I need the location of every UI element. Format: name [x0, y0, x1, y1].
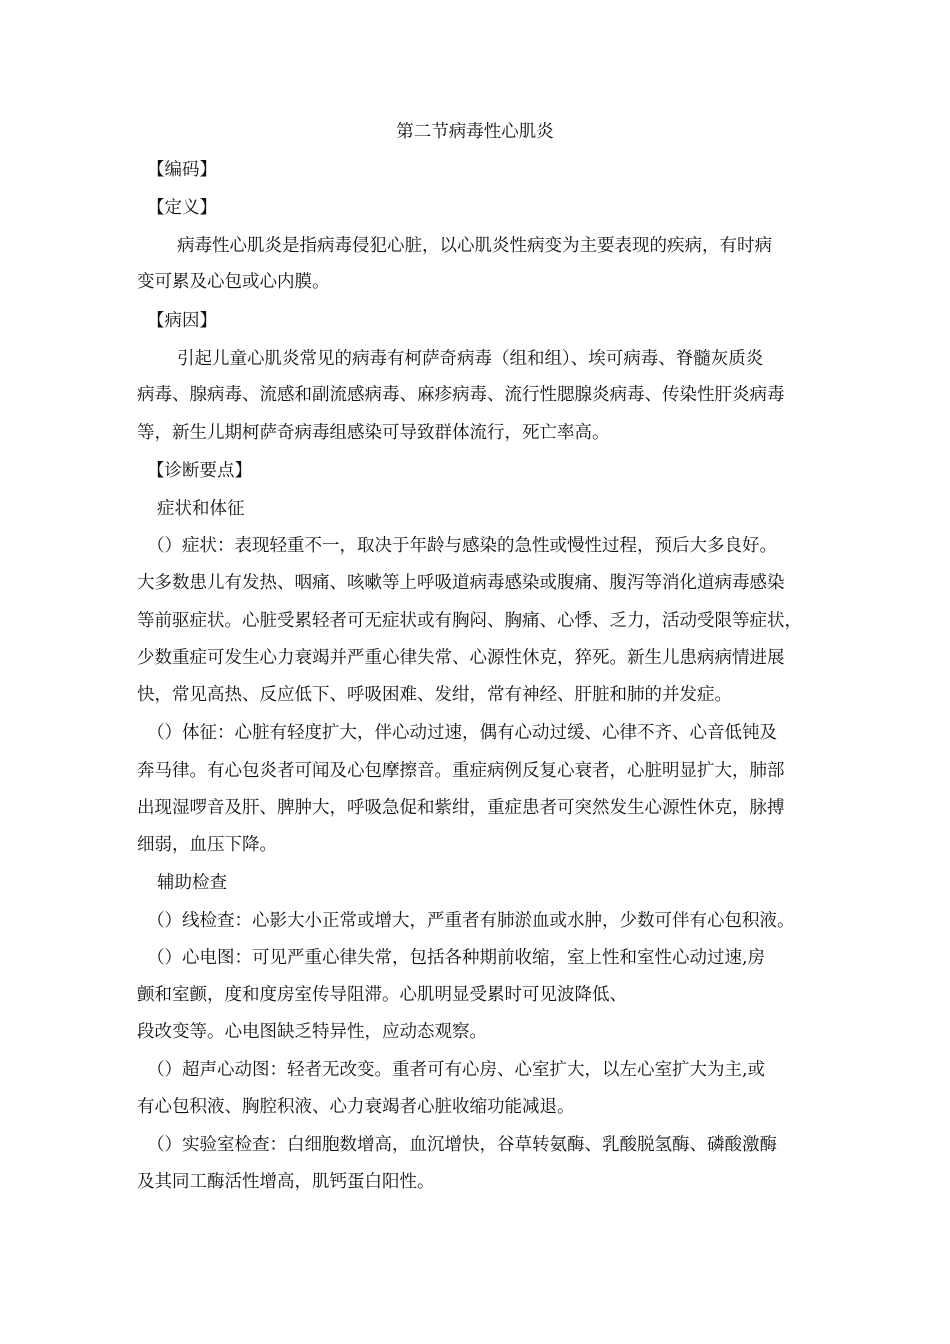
- heading-definition: 【定义】: [147, 198, 217, 218]
- paragraph-line: （）实验室检查：白细胞数增高，血沉增快，谷草转氨酶、乳酸脱氢酶、磷酸激酶: [147, 1135, 777, 1155]
- paragraph-line: （）症状：表现轻重不一，取决于年龄与感染的急性或慢性过程，预后大多良好。: [147, 536, 777, 556]
- paragraph-line: 变可累及心包或心内膜。: [137, 272, 330, 292]
- paragraph-line: 颤和室颤，度和度房室传导阻滞。心肌明显受累时可见波降低、: [137, 985, 627, 1005]
- paragraph-line: 等前驱症状。心脏受累轻者可无症状或有胸闷、胸痛、心悸、乏力，活动受限等症状，: [137, 611, 802, 631]
- paragraph-line: （）心电图：可见严重心律失常，包括各种期前收缩，室上性和室性心动过速,房: [147, 948, 766, 968]
- paragraph-line: 少数重症可发生心力衰竭并严重心律失常、心源性休克，猝死。新生儿患病病情进展: [137, 648, 785, 668]
- paragraph-line: 病毒性心肌炎是指病毒侵犯心脏，以心肌炎性病变为主要表现的疾病，有时病: [177, 236, 772, 256]
- heading-diagnosis: 【诊断要点】: [147, 461, 252, 481]
- paragraph-line: （）线检查：心影大小正常或增大，严重者有肺淤血或水肿，少数可伴有心包积液。: [147, 911, 795, 931]
- subheading-auxiliary-exam: 辅助检查: [157, 873, 227, 893]
- subheading-symptoms: 症状和体征: [157, 499, 245, 519]
- heading-cause: 【病因】: [147, 311, 217, 331]
- heading-code: 【编码】: [147, 160, 217, 180]
- paragraph-line: 细弱，血压下降。: [137, 835, 277, 855]
- paragraph-line: 快，常见高热、反应低下、呼吸困难、发绀，常有神经、肝脏和肺的并发症。: [137, 685, 732, 705]
- paragraph-line: 大多数患儿有发热、咽痛、咳嗽等上呼吸道病毒感染或腹痛、腹泻等消化道病毒感染: [137, 573, 785, 593]
- paragraph-line: （）体征：心脏有轻度扩大，伴心动过速，偶有心动过缓、心律不齐、心音低钝及: [147, 723, 777, 743]
- paragraph-line: 出现湿啰音及肝、脾肿大，呼吸急促和紫绀，重症患者可突然发生心源性休克，脉搏: [137, 798, 785, 818]
- paragraph-line: 有心包积液、胸腔积液、心力衰竭者心脏收缩功能减退。: [137, 1097, 575, 1117]
- paragraph-line: （）超声心动图：轻者无改变。重者可有心房、心室扩大，以左心室扩大为主,或: [147, 1060, 766, 1080]
- section-title: 第二节病毒性心肌炎: [396, 122, 554, 142]
- paragraph-line: 等，新生儿期柯萨奇病毒组感染可导致群体流行，死亡率高。: [137, 423, 610, 443]
- paragraph-line: 奔马律。有心包炎者可闻及心包摩擦音。重症病例反复心衰者，心脏明显扩大，肺部: [137, 761, 785, 781]
- paragraph-line: 病毒、腺病毒、流感和副流感病毒、麻疹病毒、流行性腮腺炎病毒、传染性肝炎病毒: [137, 385, 785, 405]
- paragraph-line: 引起儿童心肌炎常见的病毒有柯萨奇病毒（组和组）、埃可病毒、脊髓灰质炎: [177, 349, 764, 369]
- paragraph-line: 段改变等。心电图缺乏特异性，应动态观察。: [137, 1022, 487, 1042]
- paragraph-line: 及其同工酶活性增高，肌钙蛋白阳性。: [137, 1172, 435, 1192]
